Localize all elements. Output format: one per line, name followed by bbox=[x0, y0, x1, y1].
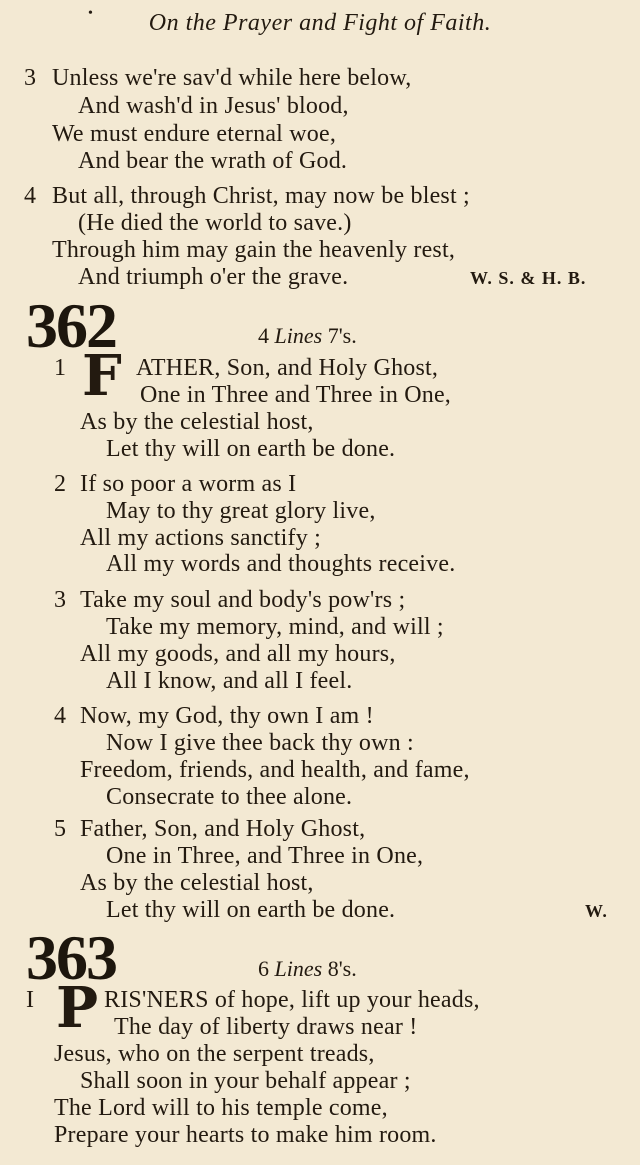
verse-line: As by the celestial host, bbox=[80, 870, 314, 896]
verse-line: And bear the wrath of God. bbox=[78, 148, 348, 174]
verse-line: (He died the world to save.) bbox=[78, 210, 352, 236]
running-header bbox=[0, 6, 640, 37]
verse-line: Now, my God, thy own I am ! bbox=[80, 703, 374, 729]
verse-line: And triumph o'er the grave. bbox=[78, 264, 349, 290]
verse-number: 4 bbox=[24, 183, 36, 209]
verse-line: Freedom, friends, and health, and fame, bbox=[80, 757, 470, 783]
verse-line: Father, Son, and Holy Ghost, bbox=[80, 816, 366, 842]
verse-line: The day of liberty draws near ! bbox=[114, 1014, 418, 1040]
running-header-title: On the Prayer and Fight of Faith. bbox=[148, 10, 492, 36]
author-initials: W. bbox=[585, 901, 608, 921]
verse-line: One in Three, and Three in One, bbox=[106, 843, 424, 869]
verse-line: Prepare your hearts to make him room. bbox=[54, 1122, 437, 1148]
verse-line: Take my soul and body's pow'rs ; bbox=[80, 587, 406, 613]
verse-line: Let thy will on earth be done. bbox=[106, 436, 396, 462]
verse-line: But all, through Christ, may now be blest ; bbox=[52, 183, 470, 209]
verse-line: Let thy will on earth be done. bbox=[106, 897, 396, 923]
verse-line: One in Three and Three in One, bbox=[140, 382, 452, 408]
verse-line: RIS'NERS of hope, lift up your heads, bbox=[104, 987, 480, 1013]
verse-number: 2 bbox=[54, 471, 66, 497]
verse-line: All my actions sanctify ; bbox=[80, 525, 321, 551]
drop-cap: F bbox=[82, 343, 122, 409]
verse-line: May to thy great glory live, bbox=[106, 498, 376, 524]
verse-number: 3 bbox=[24, 65, 36, 91]
verse-number: 3 bbox=[54, 587, 66, 613]
verse-line: All I know, and all I feel. bbox=[106, 668, 353, 694]
verse-line: All my goods, and all my hours, bbox=[80, 641, 396, 667]
verse-number: 4 bbox=[54, 703, 66, 729]
verse-line: Now I give thee back thy own : bbox=[106, 730, 414, 756]
verse-line: Take my memory, mind, and will ; bbox=[106, 614, 444, 640]
hymn-number: 363 bbox=[26, 922, 116, 993]
verse-number: 1 bbox=[54, 355, 66, 381]
verse-line: If so poor a worm as I bbox=[80, 471, 297, 497]
hymn-meter: 4 Lines 7's. bbox=[258, 323, 357, 348]
drop-cap: P bbox=[56, 975, 99, 1041]
verse-line: Unless we're sav'd while here below, bbox=[52, 65, 412, 91]
verse-line: Consecrate to thee alone. bbox=[106, 784, 353, 810]
hymn-meter: 6 Lines 8's. bbox=[258, 956, 357, 981]
verse-line: Jesus, who on the serpent treads, bbox=[54, 1041, 375, 1067]
verse-number: I bbox=[26, 987, 34, 1013]
author-initials: W. S. & H. B. bbox=[470, 268, 587, 288]
verse-number: 5 bbox=[54, 816, 66, 842]
verse-line: Shall soon in your behalf appear ; bbox=[80, 1068, 411, 1094]
verse-line: The Lord will to his temple come, bbox=[54, 1095, 388, 1121]
verse-line: Through him may gain the heavenly rest, bbox=[52, 237, 456, 263]
verse-line: As by the celestial host, bbox=[80, 409, 314, 435]
verse-line: We must endure eternal woe, bbox=[52, 121, 337, 147]
verse-line: And wash'd in Jesus' blood, bbox=[78, 93, 349, 119]
ornament-dot: • bbox=[88, 6, 94, 21]
verse-line: ATHER, Son, and Holy Ghost, bbox=[136, 355, 439, 381]
hymn-number: 362 bbox=[26, 290, 116, 361]
verse-line: All my words and thoughts receive. bbox=[106, 551, 456, 577]
